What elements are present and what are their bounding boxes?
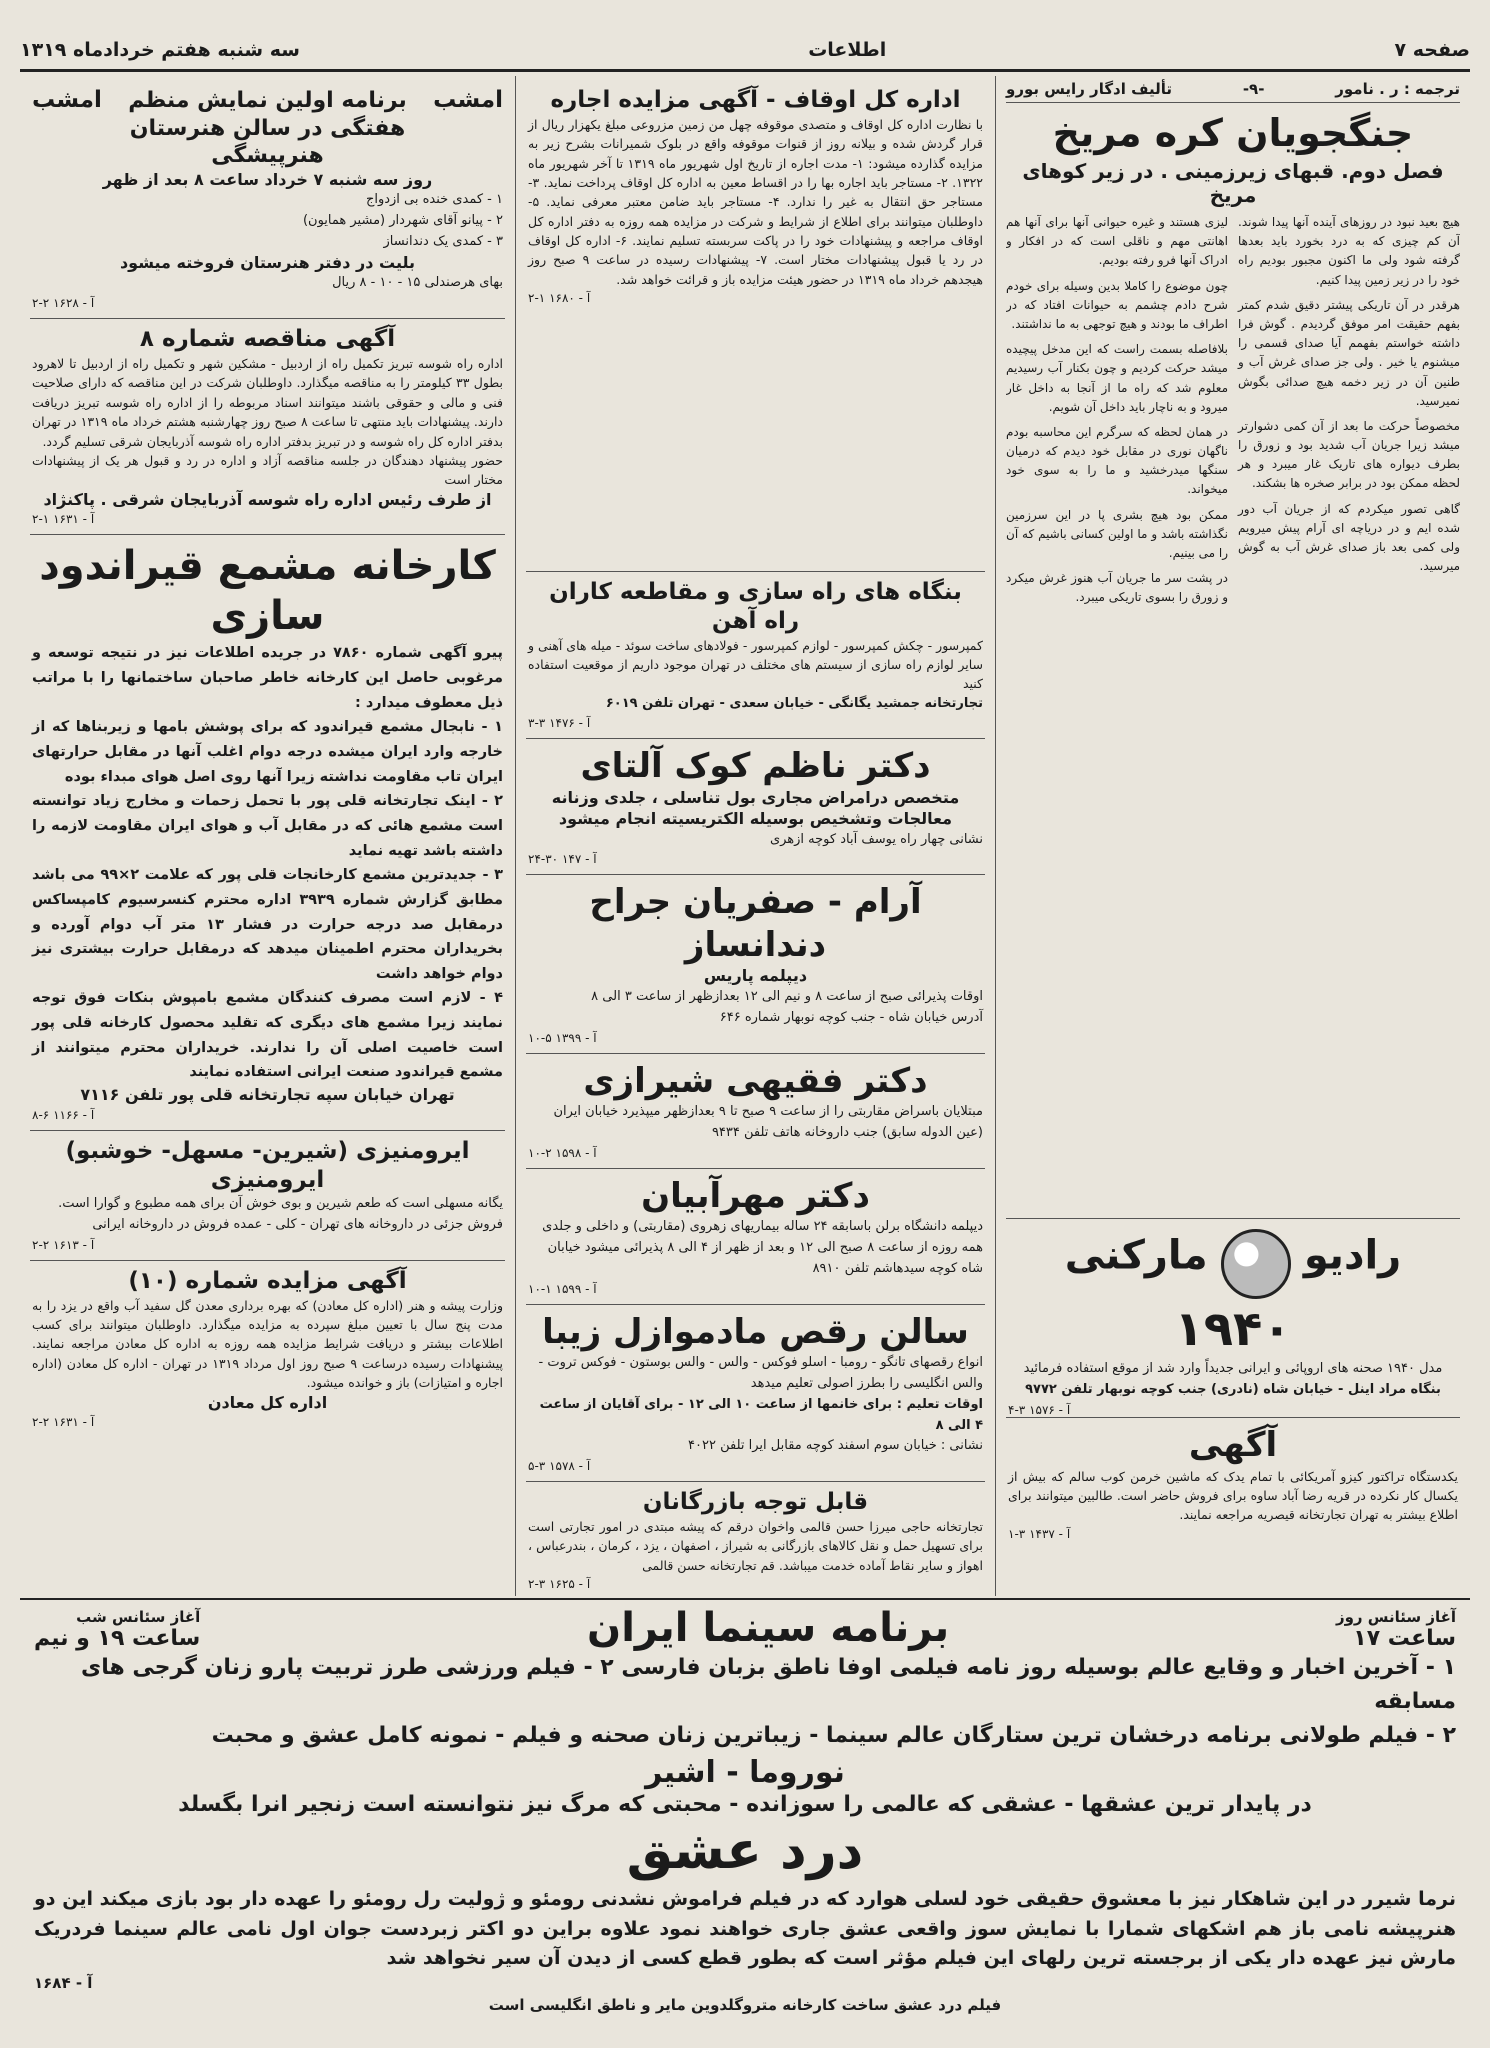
cinema-program-2: ۲ - فیلم طولانی برنامه درخشان ترین ستارگان عالم سینما - زیباترین زنان صحنه و فیلم - نمونه کامل عشق و محبت [211,1723,1456,1749]
dance-hours: اوقات تعلیم : برای خانمها از ساعت ۱۰ الی ۱۲ - برای آقایان از ساعت ۴ الی ۸ [539,1396,983,1433]
dentist-code: آ - ۱۳۹۹ ۵-۱۰ [528,1030,597,1045]
day-session-label: آغاز سئانس روز [1335,1608,1456,1626]
doctor-mehrabian-ad [526,1169,985,1305]
serial-author: تألیف ادگار رایس بورو [1006,80,1172,98]
movie-star-name: نوروما - اشیر [645,1755,845,1791]
concert-item: ۳ - کمدی یک دندانساز [383,233,503,249]
asphalt-title: کارخانه مشمع قیراندود سازی [39,543,496,640]
serial-body [1006,213,1460,1218]
issue-date: سه شنبه هفتم خردادماه ۱۳۱۹ [20,38,300,61]
column-middle [515,76,995,1596]
doctor-faghihi-code: آ - ۱۵۹۸ ۲-۱۰ [528,1145,597,1160]
iromizi-body: یگانه مسهلی است که طعم شیرین و بوی خوش آن برای همه مطبوع و گوارا است. فروش جزئی در داروخانه های تهران - کلی - عمده فروش در داروخانه ایرانی [58,1196,503,1233]
asphalt-point: ۳ - جدیدترین مشمع کارخانجات قلی پور که علامت ۲×۹۹ می باشد مطابق گزارش شماره ۳۹۳۹ اداره محترم کنسرسیوم کامپساکس درمقابل صد درجه حرارت در فشار ۱۳ متر آب دوام آورده و بخریداران محترم اطمینان میدهد که درمقابل حرارت بیشتری نیز دوام خواهد داشت [32,867,503,982]
concert-item: ۱ - کمدی خنده بی ازدواج [365,192,503,208]
asphalt-body: پیرو آگهی شماره ۷۸۶۰ در جریده اطلاعات نیز در نتیجه توسعه و مرغوبی حاصل این کارخانه خاطر صاحبان ساختمانها را با مراتب ذیل معطوف میدارد : [32,645,503,711]
cinema-program-1: ۱ - آخرین اخبار و وقایع عالم بوسیله روز نامه فیلمی اوفا ناطق بزبان فارسی ۲ - فیلم ورزشی طرز تربیت پارو زنان گرجی های مسابقه [81,1655,1456,1715]
doctor-mehrabian-code: آ - ۱۵۹۹ ۱-۱۰ [528,1281,597,1296]
merchants-ad [526,1482,985,1596]
tender-body: اداره راه شوسه تبریز تکمیل راه از اردبیل - مشکین شهر و تکمیل راه از اردبیل تا لاهرود بطول ۳۳ کیلومتر را به مناقصه میگذارد. داوطلبان شرکت در این مناقصه که دارای صلاحیت فنی و مالی و حقوقی باشند میتوانند اسناد مربوطه را از اداره راه شوسه تبریز دریافت دارند. پیشنهادات باید منتهی تا ساعت ۸ صبح روز چهارشنبه هشتم خرداد ماه ۱۳۱۹ در تهران بدفتر اداره کل راه شوسه و در تبریز بدفتر اداره راه شوسه آذربایجان شرقی تسلیم گردد. [32,356,504,449]
tonight-label-right: امشب [433,87,503,113]
concert-price: بهای هرصندلی ۱۵ - ۱۰ - ۸ ریال [332,275,503,291]
serial-translator: ترجمه : ر . نامور [1335,80,1460,98]
asphalt-address: تهران خیابان سپه تجارتخانه قلی پور تلفن ۷۱۱۶ [80,1084,455,1104]
concert-title: برنامه اولین نمایش منظم هفتگی در سالن هنرستان هنرپیشگی [128,88,407,168]
serial-number: -۹- [1242,80,1265,98]
doctor-nazem-code: آ - ۱۴۷ ۳۰-۲۴ [528,852,597,867]
serial-title: جنگجویان کره مریخ [1052,111,1414,155]
road-construction-ad [526,572,985,739]
asphalt-point: ۱ - نابجال مشمع قیراندود که برای پوشش بامها و زیربناها که از خارجه وارد ایران میشده درجه دوام اغلب آنها در مقابل حرارتهای ایران تاب مقاومت نداشته زیرا آنها روی اصل هوای مبداء بوده [32,719,503,785]
concert-code: آ - ۱۶۲۸ ۲-۲ [32,296,95,311]
cinema-code: آ - ۱۶۸۴ [34,1973,93,1992]
dance-address: نشانی : خیابان سوم اسفند کوچه مقابل ایرا تلفن ۴۰۲۲ [688,1438,983,1454]
tractor-ad [1006,1418,1460,1549]
road-body: کمپرسور - چکش کمپرسور - لوازم کمپرسور - فولادهای ساخت سوئد - میله های آهنی و سایر لوازم راه سازی از سیستم های مختلف در تهران موجود داریم از موقعیت استفاده کنید [528,637,983,692]
dance-hall-ad [526,1305,985,1482]
doctor-nazem-line1: متخصص درامراض مجاری بول تناسلی ، جلدی وزنانه [551,787,960,807]
doctor-mehrabian-line: دیپلمه دانشگاه برلن باسابقه ۲۴ ساله بیماریهای زهروی (مقاربتی) و داخلی و جلدی همه روزه از ساعت ۸ صبح الی ۱۲ و بعد از ظهر از ۴ الی ۸ پذیرائی میشود خیابان شاه کوچه سیدهاشم تلفن ۸۹۱۰ [542,1219,983,1276]
radio-address: بنگاه مراد اینل - خیابان شاه (نادری) جنب کوچه نوبهار تلفن ۹۷۷۲ [1025,1381,1441,1397]
tender-title: آگهی مناقصه شماره ۸ [139,326,396,353]
movie-footer: فیلم درد عشق ساخت کارخانه متروگلدوین مایر و ناطق انگلیسی است [488,1995,1002,2014]
merchants-title: قابل توجه بازرگانان [642,1489,869,1516]
auqaf-title: اداره کل اوقاف - آگهی مزایده اجاره [550,87,961,113]
auqaf-body: با نظارت اداره کل اوقاف و متصدی موقوفه چهل من زمین مزروعی مبلغ یکهزار ریال از قرار گردش شده و بیلانه روز از قنوات موقوفه واقع در بلوک شمیرانات بشرح زیر به مزایده گذارده میشود: ۱- مدت اجاره از تاریخ اول شهریور ماه ۱۳۱۹ تا آخر شهریور ماه ۱۳۲۲. ۲- مستاجر باید اجاره بها را در اقساط معین به اداره کل اوقاف پرداخت نماید. ۳- مستاجر حق انتقال به غیر را ندارد. ۴- مستاجر باید ضامن معتبر معرفی نماید. ۵- داوطلبان میتوانند برای اطلاع از شرایط و شرکت در مزایده همه روزه به دفتر اداره کل اوقاف مراجعه و پیشنهادات خود را در پاکت سربسته تسلیم نمایند. ۶- اداره کل اوقاف در رد یا قبول پیشنهادات مختار است. ۷- پیشنهادات رسیده در ساعت ۹ صبح روز هیجدهم خرداد ماه ۱۳۱۹ در حضور هیئت مزایده باز و قرائت خواهد شد. [528,116,984,287]
tractor-title: آگهی [1188,1425,1278,1465]
auqaf-ad [526,80,985,572]
tonight-label-left: امشب [32,87,102,113]
doctor-faghihi-title: دکتر فقیهی شیرازی [583,1060,928,1101]
dentist-title: آرام - صفریان جراح دندانساز [589,882,922,965]
page-number: صفحه ۷ [1394,38,1470,61]
page-header [20,30,1470,72]
tender-code: آ - ۱۶۳۱ ۱-۲ [32,512,95,527]
auction-body: وزارت پیشه و هنر (اداره کل معادن) که بهره برداری معدن گل سفید آب واقع در یزد را به مدت پنج سال با تعیین مبلغ سپرده به مزایده میگذارد. داوطلبان میتوانند برای کسب اطلاعات بیشتر و دریافت شرایط مزایده همه روزه به اداره کل معادن مراجعه نمایند. پیشنهادات رسیده درساعت ۹ صبح روز اول مرداد ۱۳۱۹ در تهران - اداره کل معادن (اداره اجاره و امتیازات) باز و خوانده میشود. [32,1297,503,1391]
tractor-body: یکدستگاه تراکتور کیزو آمریکائی با تمام یدک که ماشین خرمن کوب سالم که بیش از یکسال کار نکرده در قریه رضا آباد ساوه برای فروش حاضر است. طالبین میتوانند برای اطلاع بیشتر به تهران تجارتخانه قیصریه مراجعه نمایند. [1008,1468,1458,1523]
cinema-iran-ad [20,1598,1470,2028]
globe-icon [1221,1229,1291,1299]
doctor-nazem-line2: معالجات وتشخیص بوسیله الکتریسیته انجام میشود [558,808,953,828]
cinema-session-times [34,1604,1456,1651]
dance-body: انواع رقصهای تانگو - رومبا - اسلو فوکس - والس - والس بوستون - فوکس تروت - والس انگلیسی را بطرز اصولی تعلیم میدهد [538,1355,983,1391]
dance-title: سالن رقص مادموازل زیبا [542,1311,969,1352]
asphalt-factory-ad [30,535,505,1130]
newspaper-name: اطلاعات [808,38,887,61]
doctor-faghihi-line: مبتلایان باسراض مقاربتی را از ساعت ۹ صبح تا ۹ بعدازظهر میپذیرد خیابان ایران (عین الدوله سابق) جنب داروخانه هاتف تلفن ۹۴۳۴ [553,1104,983,1140]
tender-8-ad [30,319,505,535]
movie-description: نرما شیرر در این شاهکار نیز با معشوق حقیقی خود لسلی هوارد که در فیلم فراموش نشدنی رومئو و ژولیت رل رومئو را عهده دار بود بازی میکند این دو هنرپیشه نامی باز هم اشکهای شمارا با نمایش سوز واقعی عشق جاری خواهند نمود علاوه براین دو اکتر زبردست جوان اول نامی عالم سینما فردریک مارش نیز عهده دار یکی از برجسته ترین رلهای این فیلم مؤثر است که بطور قطع کسی از دیدن آن سیر نخواهد شد [34,1888,1456,1970]
merchants-code: آ - ۱۶۲۵ ۳-۲ [528,1577,591,1592]
iromizi-code: آ - ۱۶۱۳ ۲-۲ [32,1237,95,1252]
night-session-label: آغاز سئانس شب [76,1608,201,1626]
concert-ad [30,80,505,319]
auction-signature: اداره کل معادن [207,1392,328,1412]
movie-tagline: در پایدار ترین عشقها - عشقی که عالمی را سوزانده - محبتی که مرگ نیز نتوانسته است زنجیر انرا بگسلد [178,1792,1312,1818]
dentist-hours: اوقات پذیرائی صبح از ساعت ۸ و نیم الی ۱۲ بعدازظهر از ساعت ۳ الی ۸ [591,989,983,1005]
road-address: تجارتخانه جمشید یگانگی - خیابان سعدی - تهران تلفن ۶۰۱۹ [605,695,983,711]
radio-year: ۱۹۴۰ [1174,1301,1292,1357]
concert-tickets: بلیت در دفتر هنرستان فروخته میشود [119,252,416,272]
iromizi-ad [30,1131,505,1261]
dance-code: آ - ۱۵۷۸ ۳-۵ [528,1459,591,1474]
serial-col-1: هیچ بعید نبود در روزهای آینده آنها پیدا شوند. آن کم چیزی که به درد بخورد باید بعدها گرفته شود ولی ما اکنون مجبور بودیم راه خود را در زیر زمین پیدا کنیم. هرقدر در آن تاریکی پیشتر دقیق شدم کمتر بفهم حقیقت امر موفق گردیدم . گوش فرا داشته خواستم بفهمم آیا صدای قسمی را میشنوم یا خیر . ولی جز صدای غرش آب و طنین آن در زیر دخمه هیچ صدائی بگوش نمیرسید. مخصوصاً حرکت ما بعد از آن کمی دشوارتر میشد زیرا جریان آب شدید بود و زورق را بطرف دیواره های تاریک غار میبرد و هر لحظه ممکن بود در برابر صخره ها بشکند. گاهی تصور میکردم که از جریان آب دور شده ایم و در دریاچه ای آرام پیش میرویم ولی کمی بعد باز صدای غرش آب به گوش میرسید. [1238,215,1460,574]
column-left [20,76,515,1596]
concert-item: ۲ - پیانو آقای شهردار (مشیر همایون) [302,213,503,229]
auction-10-ad [30,1261,505,1437]
radio-brand: مارکنی [1064,1232,1208,1279]
serial-col-2: لیزی هستند و غیره حیوانی آنها برای آنها هم اهانتی مهم و ناقلی است که در افکار و ادراک آنها فرو رفته بودیم. چون موضوع را کاملا بدین وسیله برای خودم شرح دادم چشمم به حیوانات افتاد که در اطراف ما بودند و هیچ توجهی به ما نداشتند. بلافاصله بسمت راست که این مدخل پیچیده میشد حرکت کردیم و چون بکنار آب رسیدیم معلوم شد که راه ما از آنجا به داخل غار میرود و به ناچار باید داخل آن شویم. در همان لحظه که سرگرم این محاسبه بودم ناگهان نوری در مقابل خود دیدم که درمیان سنگها میدرخشید و ما را به سوی خود میخواند. ممکن بود هیچ بشری پا در این سرزمین نگذاشته باشد و ما اولین کسانی باشیم که آن را می بینیم. در پشت سر ما جریان آب هنوز غرش میکرد و زورق را بسوی تاریکی میبرد. [1006,215,1228,605]
tender-note: حضور پیشنهاد دهندگان در جلسه مناقصه آزاد و اداره در رد و قبول هر یک از پیشنهادات مختار است [32,452,503,488]
dentist-sub: دیپلمه پاریس [703,966,808,986]
radio-body: مدل ۱۹۴۰ صحنه های اروپائی و ایرانی جدیداً وارد شد از موقع استفاده فرمائید [1023,1361,1443,1376]
asphalt-point: ۲ - اینک تجارتخانه قلی پور با تحمل زحمات و مخارج زیاد توانسته است مشمع هائی که در مقابل آب و هوای ایران مقاومت لازمه را داشته باشد تهیه نماید [32,793,503,859]
day-session-time: ساعت ۱۷ [1353,1626,1456,1651]
night-session-time: ساعت ۱۹ و نیم [34,1626,201,1651]
concert-time: روز سه شنبه ۷ خرداد ساعت ۸ بعد از ظهر [102,169,433,189]
doctor-nazem-ad [526,739,985,875]
radio-code: آ - ۱۵۷۶ ۳-۴ [1008,1402,1071,1417]
doctor-faghihi-ad [526,1054,985,1169]
dentist-address: آدرس خیابان شاه - جنب کوچه نوبهار شماره ۶۴۶ [719,1009,983,1025]
auction-code: آ - ۱۶۳۱ ۲-۲ [32,1415,95,1430]
road-title: بنگاه های راه سازی و مقاطعه کاران راه آهن [549,579,962,634]
dentist-ad [526,875,985,1053]
tender-signature: از طرف رئیس اداره راه شوسه آذربایجان شرقی . پاکنژاد [43,489,492,509]
auction-title: آگهی مزایده شماره (۱۰) [128,1267,407,1294]
asphalt-point: ۴ - لازم است مصرف کنندگان مشمع بامپوش بنکات فوق توجه نمایند زیرا مشمع های دیگری که تقلید محصول کارخانه قلی پور است خاصیت اصلی آن را ندارند. خریداران محترم میتوانند از مشمع قیراندود صنعت ایرانی استفاده نمایند [32,990,503,1081]
doctor-nazem-title: دکتر ناظم کوک آلتای [580,746,931,787]
serial-header [1006,80,1460,103]
doctor-nazem-address: نشانی چهار راه یوسف آباد کوچه ازهری [769,831,983,847]
cinema-title: برنامه سینما ایران [587,1604,950,1651]
column-right [995,76,1470,1596]
concert-items [32,190,503,252]
radio-marconi-ad [1006,1218,1460,1418]
road-code: آ - ۱۴۷۶ ۳-۳ [528,716,591,731]
tractor-code: آ - ۱۴۳۷ ۳-۱ [1008,1526,1071,1541]
auqaf-code: آ - ۱۶۸۰ ۱-۲ [528,291,591,306]
movie-title: درد عشق [626,1821,864,1882]
doctor-mehrabian-title: دکتر مهرآبیان [641,1175,870,1216]
iromizi-title: ایرومنیزی (شیرین- مسهل- خوشبو) ایرومنیزی [65,1137,470,1193]
merchants-body: تجارتخانه حاجی میرزا حسن قالمی واخوان درقم که پیشه مبتدی در امور تجارتی است برای تسهیل حمل و نقل کالاهای بازرگانی به شیراز ، اصفهان ، یزد ، کرمان ، بندرعباس ، اهواز و سایر نقاط آماده خدمت میباشد. قم تجارتخانه حسن قالمی [528,1518,983,1573]
asphalt-code: آ - ۱۱۶۶ ۶-۸ [32,1107,95,1122]
serial-subtitle: فصل دوم. قبهای زیرزمینی . در زیر کوهای مریخ [1022,159,1444,207]
radio-word: رادیو [1303,1232,1402,1279]
